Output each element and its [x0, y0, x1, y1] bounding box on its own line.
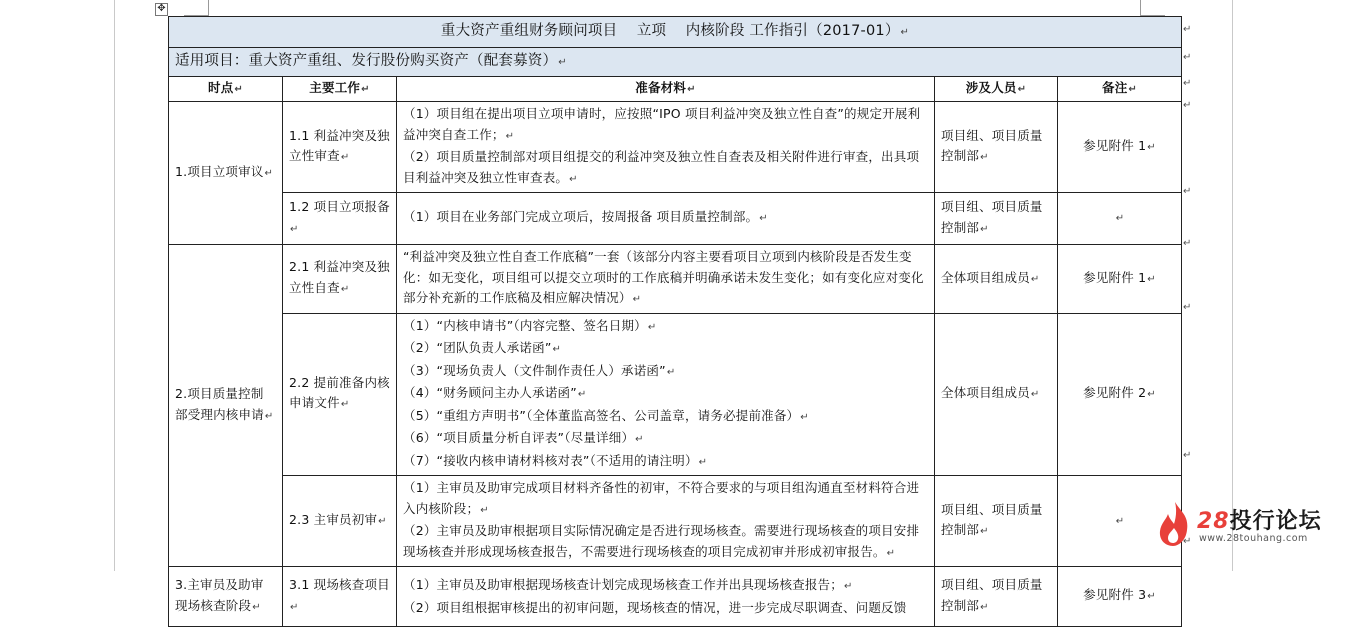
- crop-mark-right: [1140, 0, 1165, 16]
- note-cell[interactable]: 参见附件 2↵: [1058, 313, 1182, 476]
- note-cell[interactable]: 参见附件 1↵: [1058, 102, 1182, 193]
- header-people[interactable]: 涉及人员↵: [935, 77, 1058, 102]
- table-row: [169, 476, 1182, 567]
- table-title[interactable]: 重大资产重组财务顾问项目 立项 内核阶段 工作指引（2017-01）↵: [169, 17, 1182, 48]
- note-cell[interactable]: 参见附件 3↵: [1058, 567, 1182, 627]
- materials-cell[interactable]: （1）项目组在提出项目立项申请时，应按照“IPO 项目利益冲突及独立性自查”的规定开展利益冲突自查工作；↵ （2）项目质量控制部对项目组提交的利益冲突及独立性自查表及相关附件进行审查，出具项目利益冲突及独立性审查表。↵: [397, 102, 935, 193]
- header-work[interactable]: 主要工作↵: [283, 77, 397, 102]
- end-of-row-mark: ↵: [1183, 450, 1192, 461]
- materials-cell[interactable]: （1）主审员及助审根据现场核查计划完成现场核查工作并出具现场核查报告；↵ （2）项目组根据审核提出的初审问题，现场核查的情况，进一步完成尽职调查、问题反馈: [397, 567, 935, 627]
- people-cell[interactable]: 全体项目组成员↵: [935, 313, 1058, 476]
- header-row: [169, 77, 1182, 102]
- table-title-row: [169, 17, 1182, 48]
- stage-cell[interactable]: 1.项目立项审议↵: [169, 102, 283, 245]
- people-cell[interactable]: 项目组、项目质量控制部↵: [935, 102, 1058, 193]
- page-edge-left: [114, 0, 115, 571]
- materials-cell[interactable]: （1）项目在业务部门完成立项后，按周报备 项目质量控制部。↵: [397, 193, 935, 245]
- end-of-row-mark: ↵: [1183, 78, 1192, 89]
- work-cell[interactable]: 3.1 现场核查项目↵: [283, 567, 397, 627]
- scope-text[interactable]: 适用项目：重大资产重组、发行股份购买资产（配套募资）↵: [169, 48, 1182, 77]
- table-move-handle-icon[interactable]: ✥: [155, 3, 168, 16]
- forum-logo-text: 28投行论坛: [1197, 509, 1322, 534]
- table-row: [169, 102, 1182, 193]
- crop-mark-left: [184, 0, 209, 16]
- work-guide-table: [168, 16, 1182, 627]
- work-cell[interactable]: 2.2 提前准备内核申请文件↵: [283, 313, 397, 476]
- forum-logo-url: www.28touhang.com: [1199, 533, 1308, 544]
- people-cell[interactable]: 全体项目组成员↵: [935, 245, 1058, 314]
- table-row: [169, 193, 1182, 245]
- end-of-row-mark: ↵: [1183, 186, 1192, 197]
- header-materials[interactable]: 准备材料↵: [397, 77, 935, 102]
- table-row: [169, 245, 1182, 314]
- left-margin: [0, 0, 115, 571]
- table-row: [169, 313, 1182, 476]
- header-stage[interactable]: 时点↵: [169, 77, 283, 102]
- table-scope-row: [169, 48, 1182, 77]
- people-cell[interactable]: 项目组、项目质量控制部↵: [935, 567, 1058, 627]
- end-of-row-mark: ↵: [1183, 302, 1192, 313]
- materials-cell[interactable]: “利益冲突及独立性自查工作底稿”一套（该部分内容主要看项目立项到内核阶段是否发生变化：如无变化，项目组可以提交立项时的工作底稿并明确承诺未发生变化；如有变化应对变化部分补充新的工作底稿及相应解决情况）↵: [397, 245, 935, 314]
- materials-cell[interactable]: （1）主审员及助审完成项目材料齐备性的初审，不符合要求的与项目组沟通直至材料符合进入内核阶段；↵ （2）主审员及助审根据项目实际情况确定是否进行现场核查。需要进行现场核查的项目安排现场核查并形成现场核查报告，不需要进行现场核查的项目完成初审并形成初审报告。↵: [397, 476, 935, 567]
- note-cell[interactable]: ↵: [1058, 476, 1182, 567]
- work-cell[interactable]: 2.1 利益冲突及独立性自查↵: [283, 245, 397, 314]
- end-of-row-mark: ↵: [1183, 24, 1192, 35]
- end-of-row-mark: ↵: [1183, 52, 1192, 63]
- header-note[interactable]: 备注↵: [1058, 77, 1182, 102]
- page-edge-right: [1232, 0, 1233, 571]
- end-of-row-mark: ↵: [1183, 238, 1192, 249]
- people-cell[interactable]: 项目组、项目质量控制部↵: [935, 476, 1058, 567]
- end-of-row-mark: ↵: [1183, 100, 1192, 111]
- work-cell[interactable]: 1.2 项目立项报备↵: [283, 193, 397, 245]
- forum-logo-icon: [1155, 498, 1195, 550]
- stage-cell[interactable]: 3.主审员及助审现场核查阶段↵: [169, 567, 283, 627]
- materials-cell[interactable]: （1）“内核申请书”（内容完整、签名日期）↵ （2）“团队负责人承诺函”↵ （3）“现场负责人（文件制作责任人）承诺函”↵ （4）“财务顾问主办人承诺函”↵ （5）“重组方声明书”（全体董监高签名、公司盖章，请务必提前准备）↵ （6）“项目质量分析自评表”（尽量详细）↵ （7）“接收内核申请材料核对表”（不适用的请注明）↵: [397, 313, 935, 476]
- end-of-row-mark: ↵: [1183, 536, 1192, 547]
- table-row: [169, 567, 1182, 627]
- people-cell[interactable]: 项目组、项目质量控制部↵: [935, 193, 1058, 245]
- note-cell[interactable]: ↵: [1058, 193, 1182, 245]
- stage-cell[interactable]: 2.项目质量控制部受理内核申请↵: [169, 245, 283, 567]
- work-cell[interactable]: 1.1 利益冲突及独立性审查↵: [283, 102, 397, 193]
- note-cell[interactable]: 参见附件 1↵: [1058, 245, 1182, 314]
- work-cell[interactable]: 2.3 主审员初审↵: [283, 476, 397, 567]
